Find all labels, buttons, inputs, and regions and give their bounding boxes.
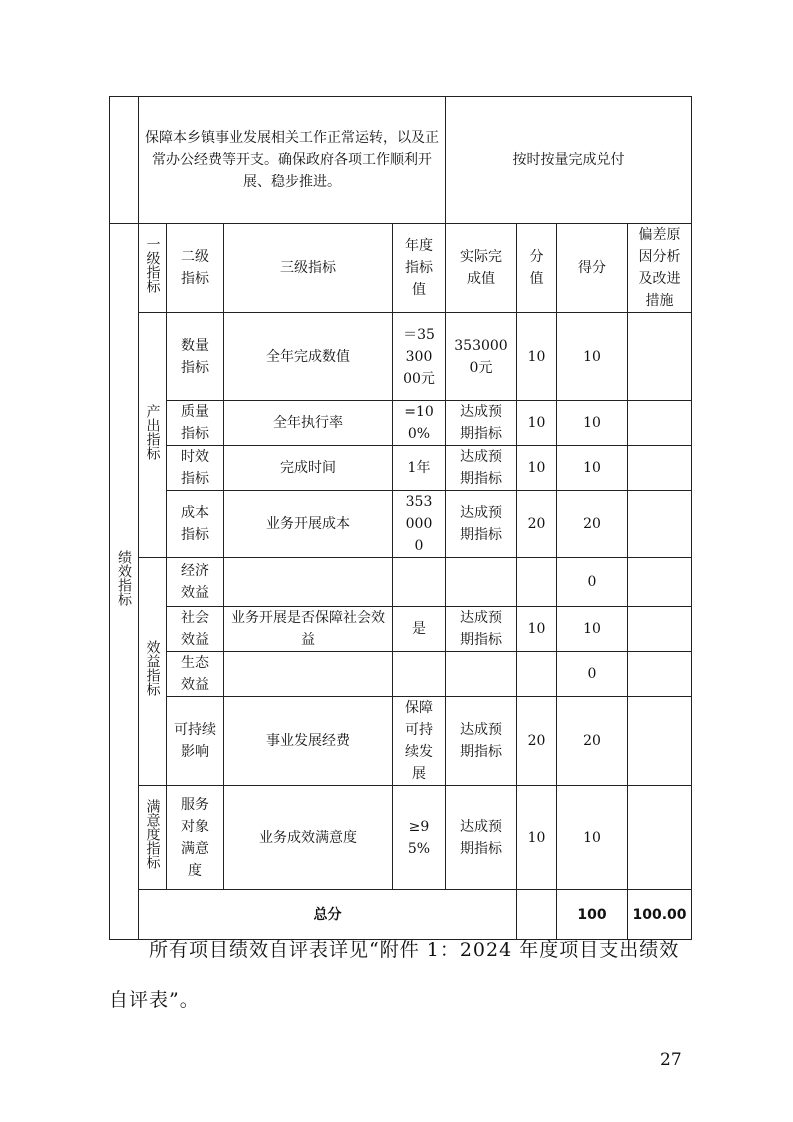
row-weight: 10 (517, 401, 557, 446)
row-l2: 成本指标 (167, 491, 224, 558)
row-score: 10 (557, 446, 628, 491)
total-score: 100.00 (628, 890, 692, 940)
header-actual: 实际完成值 (446, 224, 517, 313)
header-level3: 三级指标 (224, 224, 393, 313)
row-actual: 达成预期指标 (446, 446, 517, 491)
total-label: 总分 (139, 890, 517, 940)
goal-text: 保障本乡镇事业发展相关工作正常运转，以及正常办公经费等开支。确保政府各项工作顺利开展、稳步推进。 (139, 97, 446, 224)
row-l3: 全年完成数值 (224, 313, 393, 401)
row-actual (446, 652, 517, 697)
row-actual: 达成预期指标 (446, 491, 517, 558)
row-weight: 10 (517, 786, 557, 890)
goal-row (110, 97, 692, 224)
row-l3: 事业发展经费 (224, 697, 393, 786)
row-score: 10 (557, 786, 628, 890)
table-row (110, 313, 692, 401)
table-row (110, 401, 692, 446)
table-row (110, 607, 692, 652)
row-actual (446, 558, 517, 607)
row-target: 保障可持续发展 (393, 697, 446, 786)
table-row (110, 786, 692, 890)
row-score: 20 (557, 697, 628, 786)
row-target (393, 558, 446, 607)
header-row (110, 224, 692, 313)
section-label: 绩效指标 (110, 224, 139, 940)
row-deviation (628, 697, 692, 786)
row-actual: 3530000元 (446, 313, 517, 401)
header-score: 得分 (557, 224, 628, 313)
row-actual: 达成预期指标 (446, 786, 517, 890)
table-row (110, 491, 692, 558)
row-weight: 20 (517, 491, 557, 558)
body-paragraph: 所有项目绩效自评表详见“附件 1：2024 年度项目支出绩效自评表”。 (109, 939, 680, 1011)
row-l3 (224, 652, 393, 697)
row-l3: 完成时间 (224, 446, 393, 491)
row-l3: 业务开展成本 (224, 491, 393, 558)
row-target (393, 652, 446, 697)
row-weight: 10 (517, 607, 557, 652)
table-row (110, 558, 692, 607)
row-actual: 达成预期指标 (446, 697, 517, 786)
header-deviation: 偏差原因分析及改进措施 (628, 224, 692, 313)
row-deviation (628, 446, 692, 491)
row-weight: 10 (517, 313, 557, 401)
row-actual: 达成预期指标 (446, 607, 517, 652)
row-deviation (628, 491, 692, 558)
row-weight: 20 (517, 697, 557, 786)
table-row (110, 446, 692, 491)
header-weight: 分值 (517, 224, 557, 313)
table-row (110, 697, 692, 786)
group-satisfaction: 满意度指标 (139, 786, 167, 890)
row-l3 (224, 558, 393, 607)
row-l3: 业务开展是否保障社会效益 (224, 607, 393, 652)
row-score: 0 (557, 558, 628, 607)
empty-cell (110, 97, 139, 224)
row-l2: 生态效益 (167, 652, 224, 697)
row-weight: 10 (517, 446, 557, 491)
row-deviation (628, 401, 692, 446)
row-l2: 质量指标 (167, 401, 224, 446)
row-deviation (628, 558, 692, 607)
row-weight (517, 558, 557, 607)
row-l3: 全年执行率 (224, 401, 393, 446)
row-l3: 业务成效满意度 (224, 786, 393, 890)
row-deviation (628, 786, 692, 890)
schedule-text: 按时按量完成兑付 (446, 97, 692, 224)
row-actual: 达成预期指标 (446, 401, 517, 446)
group-output: 产出指标 (139, 313, 167, 558)
total-weight: 100 (557, 890, 628, 940)
row-l2: 时效指标 (167, 446, 224, 491)
group-benefit: 效益指标 (139, 558, 167, 786)
row-score: 10 (557, 313, 628, 401)
row-target: 1年 (393, 446, 446, 491)
header-level1: 一级指标 (139, 224, 167, 313)
row-weight (517, 652, 557, 697)
row-l2: 数量指标 (167, 313, 224, 401)
row-target: 3530000 (393, 491, 446, 558)
row-deviation (628, 607, 692, 652)
row-l2: 可持续影响 (167, 697, 224, 786)
row-l2: 社会效益 (167, 607, 224, 652)
row-score: 0 (557, 652, 628, 697)
row-score: 20 (557, 491, 628, 558)
header-annual: 年度指标值 (393, 224, 446, 313)
row-target: =100% (393, 401, 446, 446)
row-target: ＝3530000元 (393, 313, 446, 401)
row-score: 10 (557, 607, 628, 652)
table-row (110, 652, 692, 697)
header-level2: 二级指标 (167, 224, 224, 313)
row-l2: 服务对象满意度 (167, 786, 224, 890)
row-target: ≥95% (393, 786, 446, 890)
row-deviation (628, 313, 692, 401)
row-target: 是 (393, 607, 446, 652)
row-l2: 经济效益 (167, 558, 224, 607)
row-score: 10 (557, 401, 628, 446)
page-number: 27 (660, 1050, 682, 1070)
performance-table (109, 96, 692, 940)
row-deviation (628, 652, 692, 697)
